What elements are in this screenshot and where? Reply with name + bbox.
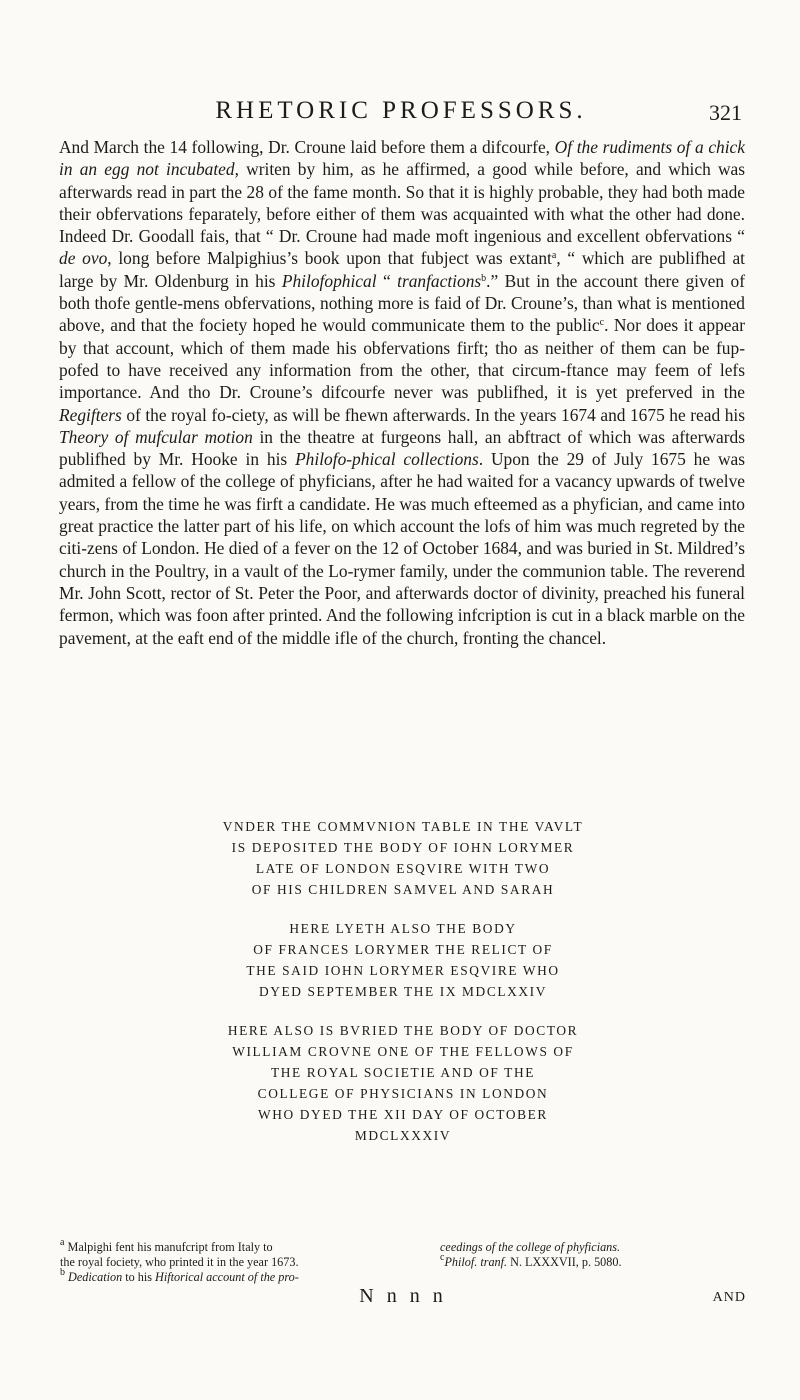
text-run: .” But in the account there given of both thofe gentle-mens obfervations, nothing more is faid of Dr. Croune’s, than what is mentioned above, and that the fociety hoped he would communicate them to the public xyxy=(59,270,745,336)
body-text xyxy=(59,136,745,649)
inscription-line: WILLIAM CROVNE ONE OF THE FELLOWS OF xyxy=(232,1044,574,1059)
italic-text: Of the rudiments of a chick in an egg not incubated xyxy=(59,137,745,180)
footnote-italic: Dedication xyxy=(68,1270,123,1284)
inscription-line: THE ROYAL SOCIETIE AND OF THE xyxy=(271,1065,535,1080)
footnote-text: to his xyxy=(122,1270,156,1284)
footnote-text: N. LXXXVII, p. 5080. xyxy=(507,1255,622,1269)
inscription-line: WHO DYED THE XII DAY OF OCTOBER xyxy=(258,1107,548,1122)
footnote-line xyxy=(440,1240,746,1255)
text-run: , “ which are publifhed at large by Mr. Oldenburg in his xyxy=(59,248,746,291)
inscription-line: OF HIS CHILDREN SAMVEL AND SARAH xyxy=(251,882,555,897)
footnote-line xyxy=(440,1252,746,1270)
italic-text: tranfactions xyxy=(397,270,482,291)
footnote-italic: Hiftorical account of the pro- xyxy=(155,1270,299,1284)
text-run: And March the 14 following, Dr. Croune laid before them a difcourfe, xyxy=(59,137,555,157)
footnote-text: the royal fociety, who printed it in the year 1673. xyxy=(60,1255,299,1269)
inscription-line: IS DEPOSITED THE BODY OF IOHN LORYMER xyxy=(231,840,575,855)
body-paragraph xyxy=(59,136,745,649)
footnotes xyxy=(60,1237,746,1285)
page-number: 321 xyxy=(709,100,742,125)
catchword: AND xyxy=(712,1290,746,1305)
footnote-line xyxy=(60,1237,430,1255)
inscription-line: LATE OF LONDON ESQVIRE WITH TWO xyxy=(255,861,551,876)
footnote-marker: a xyxy=(551,250,557,262)
signature-row xyxy=(60,1283,746,1309)
running-title: RHETORIC PROFESSORS. xyxy=(215,97,587,124)
epitaph-inscription xyxy=(60,816,746,1164)
inscription-line: OF FRANCES LORYMER THE RELICT OF xyxy=(253,942,553,957)
inscription-group xyxy=(60,816,746,900)
footnote-text: Malpighi fent his manufcript from Italy to xyxy=(64,1240,273,1254)
text-run: in the theatre at furgeons hall, an abftract of which was afterwards publifhed by Mr. Hooke in his xyxy=(59,426,745,470)
italic-text: Philofo-phical collections xyxy=(295,449,479,470)
footnote-mark: a xyxy=(60,1237,65,1248)
inscription-line: COLLEGE OF PHYSICIANS IN LONDON xyxy=(257,1086,549,1101)
footnote-marker: b xyxy=(481,272,487,284)
italic-text: Regifters xyxy=(59,404,122,425)
italic-text: de ovo xyxy=(59,248,108,269)
inscription-group xyxy=(60,918,746,1002)
text-run: , writen by him, as he affirmed, a good while before, and which was afterwards read in part the 28 of the fame month. So that it is highly probable, they had both made their obfervations feparately, before either of them was acquainted with what the other had done. Indeed Dr. Goodall fais, that “ Dr. Croune had made moft ingenious and excellent obfervations “ xyxy=(59,159,745,247)
footnotes-left-column xyxy=(60,1237,430,1285)
inscription-line: MDCLXXXIV xyxy=(354,1128,452,1143)
italic-text: Theory of mufcular motion xyxy=(59,426,253,447)
text-run: “ xyxy=(376,270,398,291)
text-run: , long before Malpighius’s book upon that fubject was extant xyxy=(107,248,552,269)
inscription-line: HERE ALSO IS BVRIED THE BODY OF DOCTOR xyxy=(227,1023,579,1038)
inscription-group xyxy=(60,1020,746,1146)
inscription-line: VNDER THE COMMVNION TABLE IN THE VAVLT xyxy=(222,819,584,834)
inscription-line: DYED SEPTEMBER THE IX MDCLXXIV xyxy=(258,984,548,999)
footnote-italic: Philof. tranf. xyxy=(444,1255,508,1269)
running-head xyxy=(60,96,742,126)
printer-signature: N n n n xyxy=(359,1285,447,1307)
inscription-line: THE SAID IOHN LORYMER ESQVIRE WHO xyxy=(246,963,560,978)
footnote-line xyxy=(60,1255,430,1270)
text-run: . Upon the 29 of July 1675 he was admited a fellow of the college of phyficians, after he had waited for a vacancy upwards of twelve years, from the time he was firft a candidate. He was much efteemed as a phyfician, and came into great practice the latter part of his life, on which account the lofs of him was much regreted by the citi-zens of London. He died of a fever on the 12 of October 1684, and was buried in St. Mildred’s church in the Poultry, in a vault of the Lo-rymer family, under the communion table. The reverend Mr. John Scott, rector of St. Peter the Poor, and afterwards doctor of divinity, preached his funeral fermon, which was foon after printed. And the following infcription is cut in a black marble on the pavement, at the eaft end of the middle ifle of the church, fronting the chancel. xyxy=(59,449,745,648)
text-run: of the royal fo-ciety, as will be fhewn afterwards. In the years 1674 and 1675 he read his xyxy=(121,404,745,425)
footnote-mark: c xyxy=(440,1252,445,1263)
inscription-line: HERE LYETH ALSO THE BODY xyxy=(289,921,517,936)
italic-text: Philofophical xyxy=(281,270,377,291)
footnotes-right-column xyxy=(440,1240,746,1285)
footnote-italic: ceedings of the college of phyficians. xyxy=(440,1240,621,1254)
footnote-mark: b xyxy=(60,1267,65,1278)
footnote-marker: c xyxy=(599,317,605,329)
text-run: . Nor does it appear by that account, which of them made his obfervations firft; tho as neither of them can be fup-pofed to have received any information from the other, that circum-ftance may feem of lefs importance. And tho Dr. Croune’s difcourfe never was publifhed, it is yet preferved in the xyxy=(59,315,745,403)
